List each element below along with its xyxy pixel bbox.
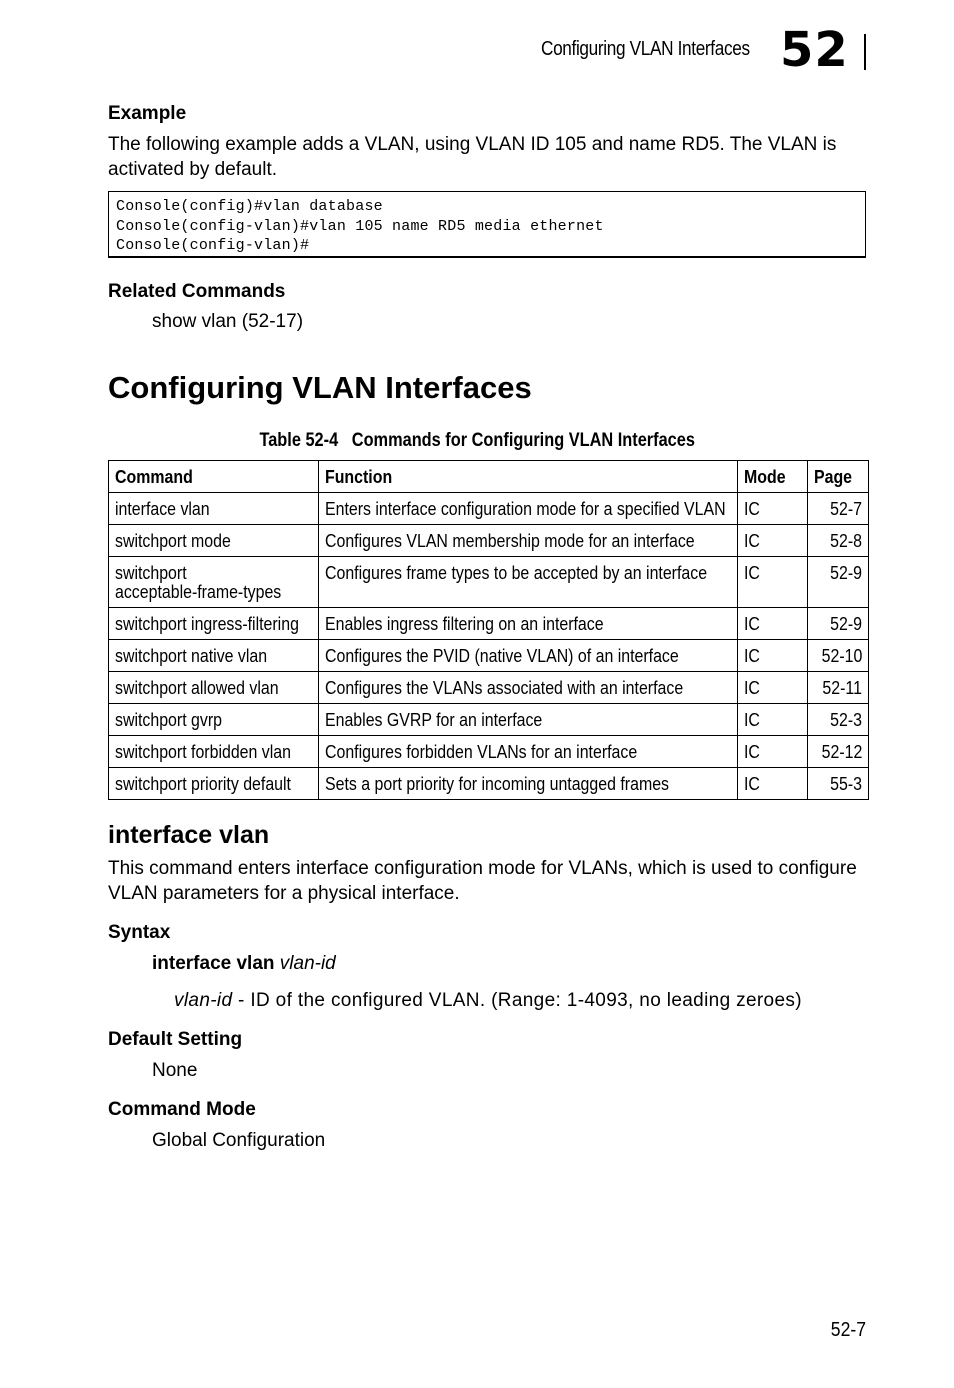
default-setting-value: None xyxy=(152,1060,198,1081)
cell-command: switchport priority default xyxy=(109,768,319,800)
code-line: Console(config-vlan)# xyxy=(116,237,310,254)
page-number: 52-7 xyxy=(830,1319,866,1341)
cell-function: Enters interface configuration mode for a specified VLAN xyxy=(319,493,738,525)
cell-mode: IC xyxy=(738,525,808,557)
column-header-mode: Mode xyxy=(738,461,808,493)
column-header-page: Page xyxy=(808,461,869,493)
syntax-line xyxy=(152,953,336,975)
syntax-heading: Syntax xyxy=(108,922,171,943)
table-row xyxy=(109,768,869,800)
cell-page: 52-11 xyxy=(808,672,869,704)
syntax-parameter: vlan-id xyxy=(279,953,336,974)
cell-function: Enables ingress filtering on an interface xyxy=(319,608,738,640)
cell-page: 52-8 xyxy=(808,525,869,557)
cell-mode: IC xyxy=(738,557,808,608)
cell-function: Enables GVRP for an interface xyxy=(319,704,738,736)
table-caption xyxy=(0,430,954,452)
cell-command: switchport mode xyxy=(109,525,319,557)
cell-page: 52-12 xyxy=(808,736,869,768)
cell-mode: IC xyxy=(738,493,808,525)
column-header-function: Function xyxy=(319,461,738,493)
cell-command: switchport forbidden vlan xyxy=(109,736,319,768)
table-row xyxy=(109,493,869,525)
header-rule xyxy=(864,34,866,70)
cell-command: interface vlan xyxy=(109,493,319,525)
parameter-description: - ID of the configured VLAN. (Range: 1-4093, no leading zeroes) xyxy=(232,990,802,1011)
table-caption-text: Table 52-4 Commands for Configuring VLAN Interfaces xyxy=(259,430,695,451)
commands-table xyxy=(108,460,869,800)
cell-command: switchport native vlan xyxy=(109,640,319,672)
parameter-description-line xyxy=(174,990,802,1012)
table-header-row xyxy=(109,461,869,493)
example-heading: Example xyxy=(108,103,187,124)
column-header-command: Command xyxy=(109,461,319,493)
table-row xyxy=(109,672,869,704)
code-line: Console(config)#vlan database xyxy=(116,198,383,215)
table-row xyxy=(109,736,869,768)
cell-function: Configures frame types to be accepted by an interface xyxy=(319,557,738,608)
example-description: The following example adds a VLAN, using VLAN ID 105 and name RD5. The VLAN is activated by default. xyxy=(108,134,837,180)
section-title: Configuring VLAN Interfaces xyxy=(108,370,532,405)
cell-page: 52-9 xyxy=(808,608,869,640)
table-row xyxy=(109,608,869,640)
table-row xyxy=(109,640,869,672)
cell-function: Configures forbidden VLANs for an interface xyxy=(319,736,738,768)
cell-function: Configures the VLANs associated with an interface xyxy=(319,672,738,704)
cell-mode: IC xyxy=(738,704,808,736)
cell-page: 55-3 xyxy=(808,768,869,800)
table-row xyxy=(109,525,869,557)
command-title: interface vlan xyxy=(108,821,270,849)
syntax-command: interface vlan xyxy=(152,953,275,974)
related-command-item: show vlan (52-17) xyxy=(152,311,304,332)
cell-function: Configures VLAN membership mode for an interface xyxy=(319,525,738,557)
cell-function: Configures the PVID (native VLAN) of an interface xyxy=(319,640,738,672)
command-mode-heading: Command Mode xyxy=(108,1099,256,1120)
cell-command: switchport gvrp xyxy=(109,704,319,736)
cell-page: 52-7 xyxy=(808,493,869,525)
cell-command: switchport acceptable-frame-types xyxy=(109,557,319,608)
parameter-name: vlan-id xyxy=(174,990,233,1011)
cell-page: 52-3 xyxy=(808,704,869,736)
table-row xyxy=(109,704,869,736)
cell-mode: IC xyxy=(738,768,808,800)
command-mode-value: Global Configuration xyxy=(152,1130,326,1151)
command-description: This command enters interface configuration mode for VLANs, which is used to configure VLAN parameters for a physical interface. xyxy=(108,858,857,904)
cell-mode: IC xyxy=(738,608,808,640)
code-line: Console(config-vlan)#vlan 105 name RD5 media ethernet xyxy=(116,217,604,235)
cell-function: Sets a port priority for incoming untagged frames xyxy=(319,768,738,800)
related-commands-heading: Related Commands xyxy=(108,281,286,302)
cell-command: switchport allowed vlan xyxy=(109,672,319,704)
cell-command: switchport ingress-filtering xyxy=(109,608,319,640)
chapter-number: 52 xyxy=(780,22,849,78)
running-header-title: Configuring VLAN Interfaces xyxy=(541,38,750,60)
cell-mode: IC xyxy=(738,672,808,704)
cell-page: 52-10 xyxy=(808,640,869,672)
cell-page: 52-9 xyxy=(808,557,869,608)
cell-mode: IC xyxy=(738,736,808,768)
code-example xyxy=(108,191,866,258)
default-setting-heading: Default Setting xyxy=(108,1029,243,1050)
cell-mode: IC xyxy=(738,640,808,672)
table-row xyxy=(109,557,869,608)
